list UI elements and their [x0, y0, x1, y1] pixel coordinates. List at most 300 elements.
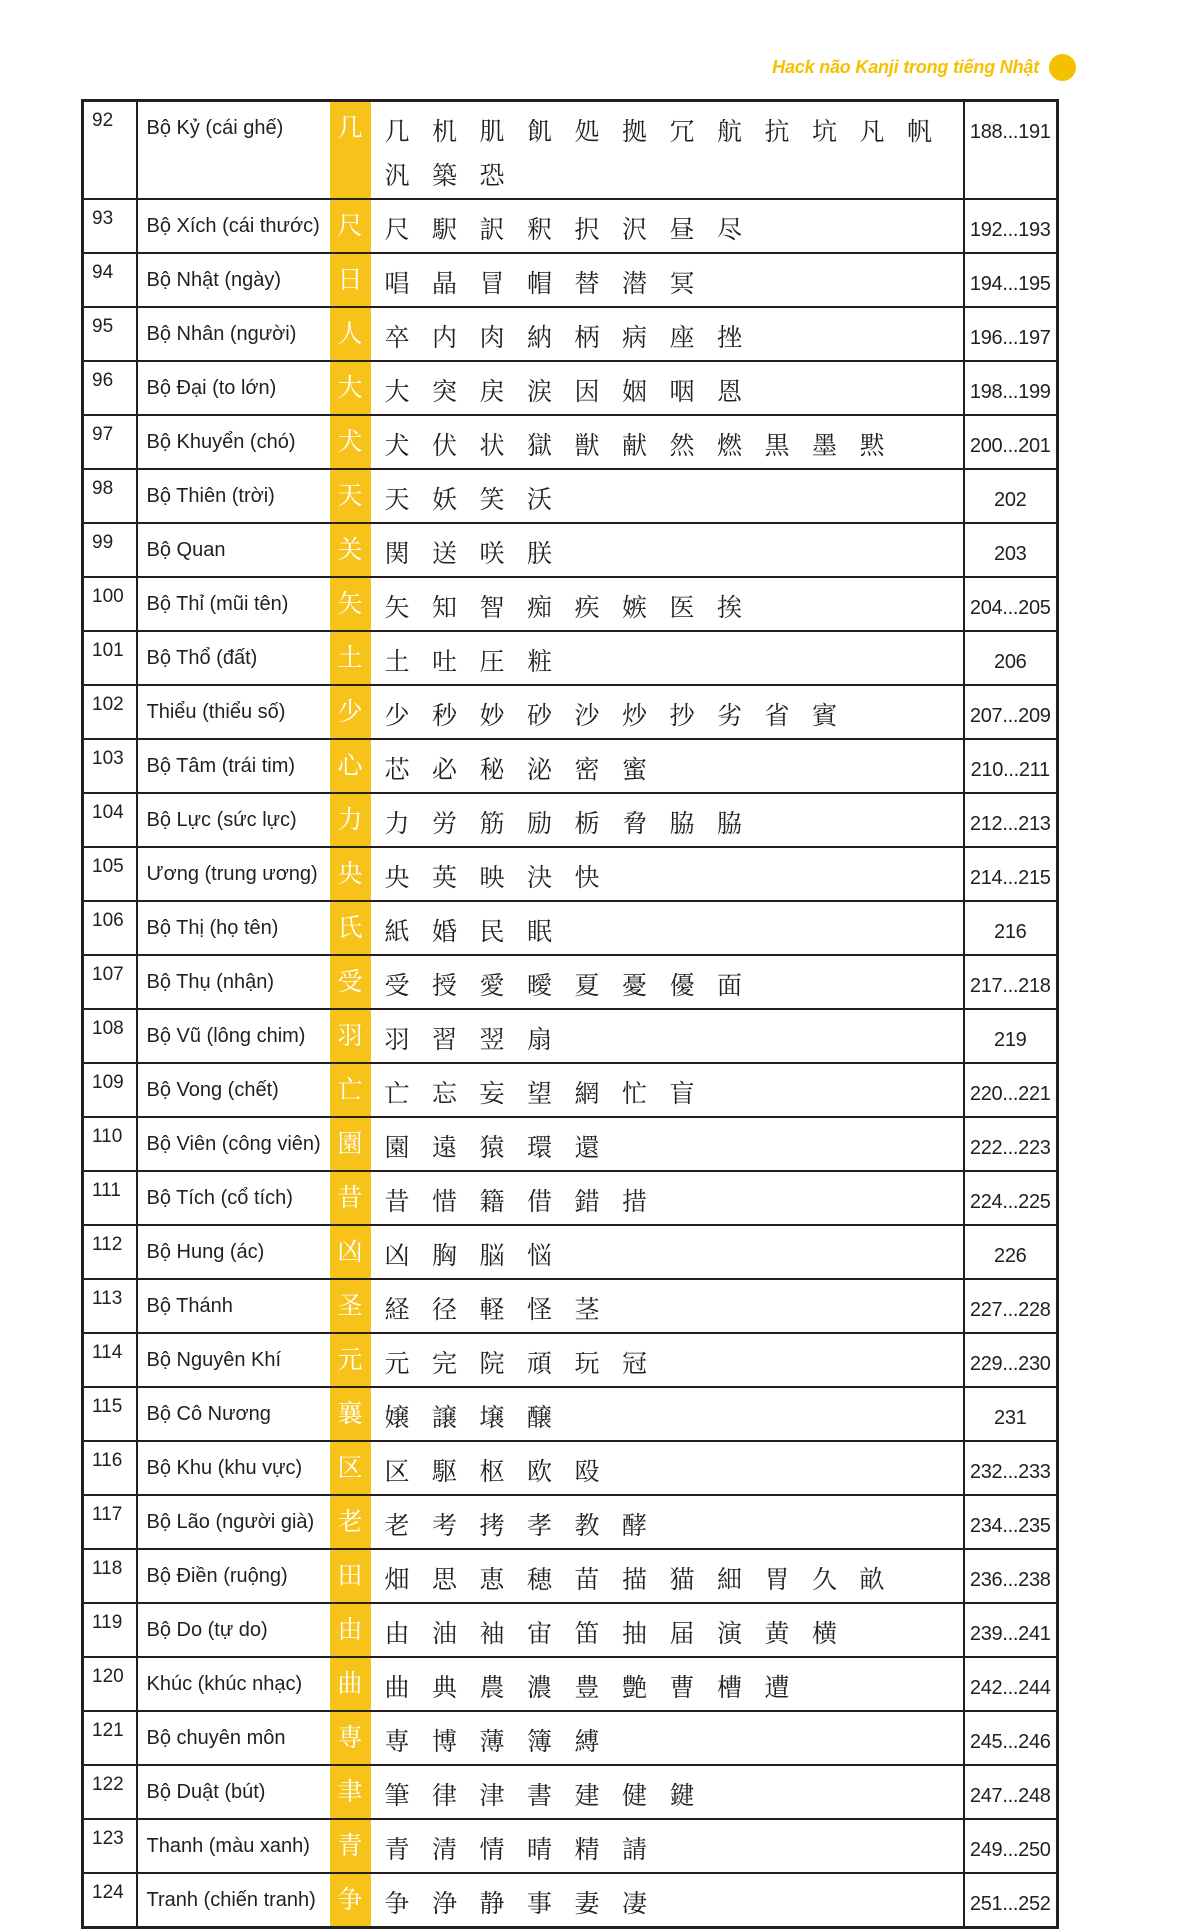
kanji-wrap — [385, 1558, 963, 1602]
kanji-list — [371, 101, 964, 200]
kanji-wrap — [385, 1342, 963, 1386]
kanji-character: 艶 — [622, 1673, 648, 1702]
page-range: 245...246 — [964, 1711, 1058, 1765]
radical-character: 几 — [330, 101, 371, 200]
table-row — [83, 739, 1058, 793]
kanji-character: 清 — [432, 1835, 458, 1864]
kanji-character: 替 — [574, 269, 600, 298]
kanji-character: 網 — [574, 1079, 600, 1108]
kanji-wrap — [385, 1828, 963, 1872]
kanji-wrap — [385, 910, 963, 954]
table-row — [83, 1873, 1058, 1928]
kanji-character: 鍵 — [669, 1781, 695, 1810]
page-range: 226 — [964, 1225, 1058, 1279]
kanji-character: 戻 — [479, 377, 505, 406]
kanji-wrap — [385, 532, 963, 576]
kanji-character: 考 — [432, 1511, 458, 1540]
kanji-character: 晶 — [432, 269, 458, 298]
kanji-character: 届 — [669, 1619, 695, 1648]
kanji-character: 猫 — [669, 1565, 695, 1594]
kanji-list — [371, 415, 964, 469]
kanji-character: 苗 — [574, 1565, 600, 1594]
row-number: 119 — [83, 1603, 137, 1657]
kanji-list — [371, 631, 964, 685]
kanji-character: 栃 — [574, 809, 600, 838]
kanji-character: 精 — [574, 1835, 600, 1864]
radical-name: Bộ Nhân (người) — [137, 307, 330, 361]
table-row — [83, 955, 1058, 1009]
page-range: 229...230 — [964, 1333, 1058, 1387]
kanji-character: 挫 — [717, 323, 743, 352]
kanji-wrap — [385, 640, 963, 684]
page-range: 202 — [964, 469, 1058, 523]
row-number: 98 — [83, 469, 137, 523]
kanji-character: 卒 — [384, 323, 410, 352]
row-number: 115 — [83, 1387, 137, 1441]
radical-name: Bộ Nguyên Khí — [137, 1333, 330, 1387]
kanji-character: 元 — [384, 1349, 410, 1378]
kanji-character: 姻 — [622, 377, 648, 406]
radical-character: 元 — [330, 1333, 371, 1387]
kanji-character: 油 — [432, 1619, 458, 1648]
kanji-character: 盲 — [669, 1079, 695, 1108]
page-range: 249...250 — [964, 1819, 1058, 1873]
radical-name: Bộ Khuyển (chó) — [137, 415, 330, 469]
kanji-wrap — [385, 262, 963, 306]
kanji-character: 脇 — [717, 809, 743, 838]
kanji-wrap — [385, 208, 963, 252]
radical-name: Thanh (màu xanh) — [137, 1819, 330, 1873]
kanji-wrap — [385, 1288, 963, 1332]
kanji-character: 枢 — [479, 1457, 505, 1486]
kanji-character: 脳 — [479, 1241, 505, 1270]
radical-name: Bộ Hung (ác) — [137, 1225, 330, 1279]
kanji-character: 老 — [384, 1511, 410, 1540]
table-row — [83, 1765, 1058, 1819]
kanji-list — [371, 1819, 964, 1873]
kanji-wrap — [385, 478, 963, 522]
kanji-character: 宙 — [527, 1619, 553, 1648]
kanji-character: 茎 — [574, 1295, 600, 1324]
radical-character: 曲 — [330, 1657, 371, 1711]
kanji-character: 婚 — [432, 917, 458, 946]
kanji-character: 笛 — [574, 1619, 600, 1648]
kanji-character: 建 — [574, 1781, 600, 1810]
radical-name: Bộ Thị (họ tên) — [137, 901, 330, 955]
kanji-character: 遠 — [432, 1133, 458, 1162]
radical-name: Bộ Viên (công viên) — [137, 1117, 330, 1171]
kanji-wrap — [385, 586, 963, 630]
kanji-character: 涙 — [527, 377, 553, 406]
radical-name: Khúc (khúc nhạc) — [137, 1657, 330, 1711]
kanji-character: 智 — [479, 593, 505, 622]
kanji-character: 昔 — [384, 1187, 410, 1216]
kanji-character: 燃 — [717, 431, 743, 460]
radical-name: Bộ Khu (khu vực) — [137, 1441, 330, 1495]
kanji-wrap — [385, 1018, 963, 1062]
kanji-character: 突 — [432, 377, 458, 406]
kanji-list — [371, 523, 964, 577]
page-range: 188...191 — [964, 101, 1058, 200]
book-title: Hack não Kanji trong tiếng Nhật — [772, 56, 1039, 77]
kanji-character: 航 — [717, 117, 743, 146]
kanji-list — [371, 469, 964, 523]
row-number: 122 — [83, 1765, 137, 1819]
kanji-wrap — [385, 1720, 963, 1764]
kanji-character: 愛 — [479, 971, 505, 1000]
kanji-character: 帽 — [527, 269, 553, 298]
kanji-character: 冗 — [669, 117, 695, 146]
kanji-character: 曹 — [669, 1673, 695, 1702]
kanji-character: 畝 — [859, 1565, 885, 1594]
table-row — [83, 415, 1058, 469]
kanji-character: 沃 — [527, 485, 553, 514]
kanji-character: 疾 — [574, 593, 600, 622]
kanji-character: 筆 — [384, 1781, 410, 1810]
radical-character: 由 — [330, 1603, 371, 1657]
kanji-wrap — [385, 1072, 963, 1116]
kanji-character: 嫉 — [622, 593, 648, 622]
kanji-character: 穂 — [527, 1565, 553, 1594]
kanji-wrap — [385, 1882, 963, 1926]
kanji-character: 曖 — [527, 971, 553, 1000]
kanji-list — [371, 361, 964, 415]
kanji-character: 博 — [432, 1727, 458, 1756]
page-range: 206 — [964, 631, 1058, 685]
row-number: 116 — [83, 1441, 137, 1495]
row-number: 111 — [83, 1171, 137, 1225]
kanji-character: 賓 — [812, 701, 838, 730]
radical-name: Bộ Do (tự do) — [137, 1603, 330, 1657]
kanji-character: 青 — [384, 1835, 410, 1864]
kanji-character: 措 — [622, 1187, 648, 1216]
radical-name: Bộ Tích (cổ tích) — [137, 1171, 330, 1225]
radical-character: 心 — [330, 739, 371, 793]
page-range: 236...238 — [964, 1549, 1058, 1603]
table-row — [83, 685, 1058, 739]
row-number: 113 — [83, 1279, 137, 1333]
kanji-list — [371, 307, 964, 361]
kanji-wrap — [385, 1504, 963, 1548]
row-number: 94 — [83, 253, 137, 307]
radical-character: 关 — [330, 523, 371, 577]
kanji-character: 濃 — [527, 1673, 553, 1702]
kanji-character: 挨 — [717, 593, 743, 622]
radical-name: Bộ Lực (sức lực) — [137, 793, 330, 847]
kanji-character: 望 — [527, 1079, 553, 1108]
kanji-character: 黒 — [764, 431, 790, 460]
row-number: 100 — [83, 577, 137, 631]
radical-name: Bộ Nhật (ngày) — [137, 253, 330, 307]
page-range: 196...197 — [964, 307, 1058, 361]
kanji-character: 恵 — [479, 1565, 505, 1594]
kanji-character: 黙 — [859, 431, 885, 460]
row-number: 104 — [83, 793, 137, 847]
kanji-character: 拠 — [622, 117, 648, 146]
table-row — [83, 101, 1058, 200]
kanji-character: 由 — [384, 1619, 410, 1648]
table-row — [83, 1009, 1058, 1063]
radical-character: 大 — [330, 361, 371, 415]
table-row — [83, 1495, 1058, 1549]
page-range: 219 — [964, 1009, 1058, 1063]
kanji-character: 扇 — [527, 1025, 553, 1054]
kanji-character: 矢 — [384, 593, 410, 622]
kanji-character: 力 — [384, 809, 410, 838]
kanji-character: 園 — [384, 1133, 410, 1162]
page-range: 251...252 — [964, 1873, 1058, 1928]
kanji-character: 妙 — [479, 701, 505, 730]
kanji-character: 事 — [527, 1889, 553, 1918]
kanji-character: 納 — [527, 323, 553, 352]
row-number: 106 — [83, 901, 137, 955]
kanji-character: 久 — [812, 1565, 838, 1594]
kanji-character: 炒 — [622, 701, 648, 730]
kanji-character: 玩 — [574, 1349, 600, 1378]
kanji-wrap — [385, 316, 963, 360]
kanji-list — [371, 901, 964, 955]
kanji-character: 夏 — [574, 971, 600, 1000]
kanji-wrap — [385, 1666, 963, 1710]
kanji-character: 省 — [764, 701, 790, 730]
kanji-character: 殴 — [574, 1457, 600, 1486]
kanji-character: 土 — [384, 647, 410, 676]
kanji-character: 静 — [479, 1889, 505, 1918]
kanji-character: 抗 — [764, 117, 790, 146]
kanji-list — [371, 1063, 964, 1117]
kanji-character: 少 — [384, 701, 410, 730]
radical-character: 圣 — [330, 1279, 371, 1333]
kanji-character: 晴 — [527, 1835, 553, 1864]
table-row — [83, 199, 1058, 253]
kanji-wrap — [385, 856, 963, 900]
kanji-character: 惜 — [432, 1187, 458, 1216]
kanji-character: 抽 — [622, 1619, 648, 1648]
radical-name: Bộ Thổ (đất) — [137, 631, 330, 685]
row-number: 102 — [83, 685, 137, 739]
kanji-character: 拷 — [479, 1511, 505, 1540]
radical-name: Bộ Đại (to lớn) — [137, 361, 330, 415]
kanji-character: 遭 — [764, 1673, 790, 1702]
table-row — [83, 1657, 1058, 1711]
kanji-character: 尽 — [717, 215, 743, 244]
kanji-wrap — [385, 1612, 963, 1656]
kanji-wrap — [385, 694, 963, 738]
kanji-character: 凶 — [384, 1241, 410, 1270]
kanji-character: 軽 — [479, 1295, 505, 1324]
radical-name: Bộ Vong (chết) — [137, 1063, 330, 1117]
kanji-wrap — [385, 1234, 963, 1278]
kanji-character: 猿 — [479, 1133, 505, 1162]
radical-character: 亡 — [330, 1063, 371, 1117]
row-number: 92 — [83, 101, 137, 200]
kanji-character: 几 — [384, 117, 410, 146]
kanji-character: 曲 — [384, 1673, 410, 1702]
page-range: 214...215 — [964, 847, 1058, 901]
table-row — [83, 469, 1058, 523]
kanji-character: 飢 — [527, 117, 553, 146]
kanji-list — [371, 1711, 964, 1765]
kanji-character: 授 — [432, 971, 458, 1000]
kanji-character: 励 — [527, 809, 553, 838]
kanji-character: 袖 — [479, 1619, 505, 1648]
row-number: 121 — [83, 1711, 137, 1765]
kanji-character: 黄 — [764, 1619, 790, 1648]
kanji-character: 送 — [432, 539, 458, 568]
kanji-character: 泌 — [527, 755, 553, 784]
page-range: 200...201 — [964, 415, 1058, 469]
radical-character: 田 — [330, 1549, 371, 1603]
page-range: 204...205 — [964, 577, 1058, 631]
kanji-character: 縛 — [574, 1727, 600, 1756]
kanji-character: 劣 — [717, 701, 743, 730]
radical-character: 受 — [330, 955, 371, 1009]
kanji-character: 映 — [479, 863, 505, 892]
row-number: 109 — [83, 1063, 137, 1117]
page-range: 203 — [964, 523, 1058, 577]
table-row — [83, 577, 1058, 631]
kanji-character: 受 — [384, 971, 410, 1000]
kanji-character: 脇 — [669, 809, 695, 838]
kanji-character: 演 — [717, 1619, 743, 1648]
page-range: 217...218 — [964, 955, 1058, 1009]
row-number: 101 — [83, 631, 137, 685]
row-number: 96 — [83, 361, 137, 415]
radical-name: Tranh (chiến tranh) — [137, 1873, 330, 1928]
table-row — [83, 1441, 1058, 1495]
kanji-character: 潜 — [622, 269, 648, 298]
radical-character: 聿 — [330, 1765, 371, 1819]
kanji-character: 健 — [622, 1781, 648, 1810]
kanji-character: 然 — [669, 431, 695, 460]
kanji-character: 譲 — [432, 1403, 458, 1432]
kanji-character: 獄 — [527, 431, 553, 460]
table-row — [83, 847, 1058, 901]
kanji-list — [371, 1549, 964, 1603]
radical-character: 凶 — [330, 1225, 371, 1279]
radical-character: 天 — [330, 469, 371, 523]
kanji-character: 大 — [384, 377, 410, 406]
table-row — [83, 901, 1058, 955]
kanji-character: 情 — [479, 1835, 505, 1864]
table-row — [83, 253, 1058, 307]
kanji-list — [371, 577, 964, 631]
table-row — [83, 1711, 1058, 1765]
kanji-wrap — [385, 748, 963, 792]
radical-name: Bộ Tâm (trái tim) — [137, 739, 330, 793]
radical-character: 人 — [330, 307, 371, 361]
kanji-character: 央 — [384, 863, 410, 892]
page-range: 239...241 — [964, 1603, 1058, 1657]
row-number: 112 — [83, 1225, 137, 1279]
kanji-character: 悩 — [527, 1241, 553, 1270]
kanji-list — [371, 1333, 964, 1387]
page-range: 207...209 — [964, 685, 1058, 739]
kanji-character: 芯 — [384, 755, 410, 784]
kanji-character: 柄 — [574, 323, 600, 352]
page-range: 216 — [964, 901, 1058, 955]
page-range: 242...244 — [964, 1657, 1058, 1711]
kanji-character: 錯 — [574, 1187, 600, 1216]
kanji-character: 駆 — [432, 1457, 458, 1486]
page-range: 231 — [964, 1387, 1058, 1441]
kanji-list — [371, 1765, 964, 1819]
kanji-character: 帆 — [907, 117, 933, 146]
kanji-list — [371, 1441, 964, 1495]
kanji-character: 教 — [574, 1511, 600, 1540]
row-number: 123 — [83, 1819, 137, 1873]
kanji-character: 笑 — [479, 485, 505, 514]
radical-character: 羽 — [330, 1009, 371, 1063]
table-row — [83, 1603, 1058, 1657]
kanji-character: 紙 — [384, 917, 410, 946]
kanji-character: 忙 — [622, 1079, 648, 1108]
radical-name: Bộ Thụ (nhận) — [137, 955, 330, 1009]
kanji-character: 獣 — [574, 431, 600, 460]
row-number: 95 — [83, 307, 137, 361]
kanji-character: 吐 — [432, 647, 458, 676]
row-number: 93 — [83, 199, 137, 253]
row-number: 108 — [83, 1009, 137, 1063]
table-row — [83, 793, 1058, 847]
kanji-character: 伏 — [432, 431, 458, 460]
table-row — [83, 307, 1058, 361]
radical-character: 昔 — [330, 1171, 371, 1225]
kanji-character: 脅 — [622, 809, 648, 838]
table-row — [83, 631, 1058, 685]
kanji-list — [371, 1657, 964, 1711]
kanji-character: 坑 — [812, 117, 838, 146]
kanji-character: 座 — [669, 323, 695, 352]
row-number: 124 — [83, 1873, 137, 1928]
table-row — [83, 361, 1058, 415]
kanji-character: 労 — [432, 809, 458, 838]
radical-name: Thiểu (thiểu số) — [137, 685, 330, 739]
kanji-character: 胃 — [764, 1565, 790, 1594]
kanji-character: 築 — [432, 161, 458, 190]
kanji-character: 尺 — [384, 215, 410, 244]
page-range: 194...195 — [964, 253, 1058, 307]
kanji-character: 献 — [622, 431, 648, 460]
row-number: 105 — [83, 847, 137, 901]
kanji-list — [371, 1387, 964, 1441]
kanji-character: 妄 — [479, 1079, 505, 1108]
radical-name: Ương (trung ương) — [137, 847, 330, 901]
kanji-character: 民 — [479, 917, 505, 946]
kanji-character: 妻 — [574, 1889, 600, 1918]
kanji-character: 津 — [479, 1781, 505, 1810]
radical-character: 矢 — [330, 577, 371, 631]
kanji-character: 冠 — [622, 1349, 648, 1378]
kanji-character: 農 — [479, 1673, 505, 1702]
table-row — [83, 1279, 1058, 1333]
kanji-character: 律 — [432, 1781, 458, 1810]
radical-name: Bộ Quan — [137, 523, 330, 577]
kanji-character: 壌 — [479, 1403, 505, 1432]
page-range: 227...228 — [964, 1279, 1058, 1333]
radical-name: Bộ Thỉ (mũi tên) — [137, 577, 330, 631]
kanji-character: 必 — [432, 755, 458, 784]
kanji-character: 妖 — [432, 485, 458, 514]
kanji-character: 恐 — [479, 161, 505, 190]
row-number: 120 — [83, 1657, 137, 1711]
kanji-character: 凄 — [622, 1889, 648, 1918]
row-number: 118 — [83, 1549, 137, 1603]
kanji-character: 朕 — [527, 539, 553, 568]
kanji-character: 駅 — [432, 215, 458, 244]
kanji-character: 憂 — [622, 971, 648, 1000]
kanji-character: 薄 — [479, 1727, 505, 1756]
